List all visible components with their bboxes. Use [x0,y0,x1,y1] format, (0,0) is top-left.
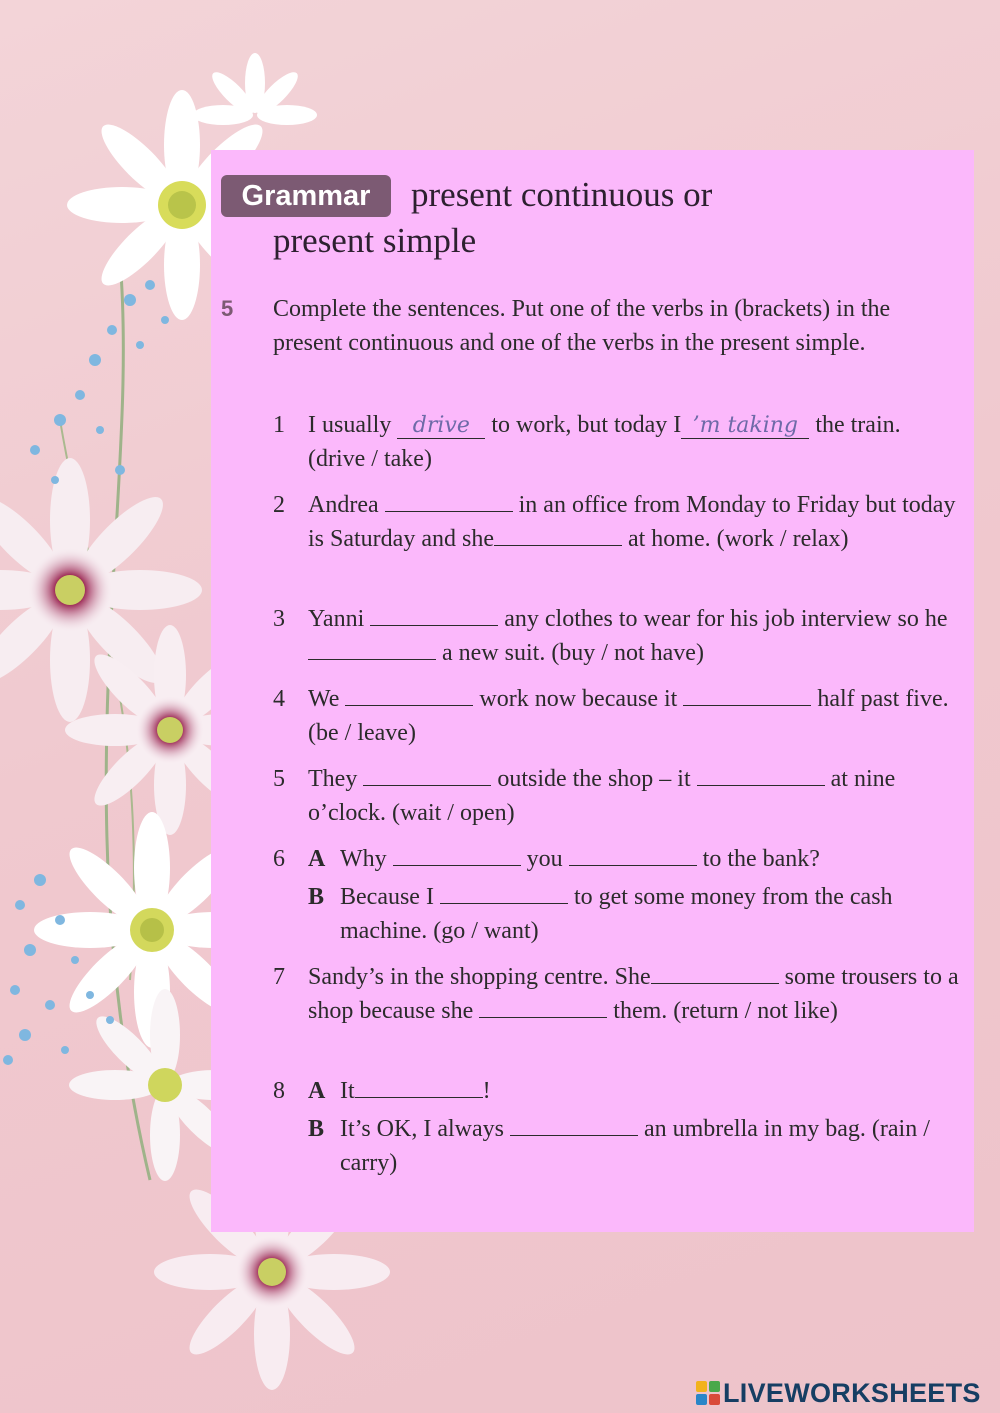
question-text: an umbrella in my bag. (rain / carry) [340,1116,930,1176]
question-text: to get some money from the cash machine. (go / want) [340,884,893,944]
answer-blank-filled[interactable]: drive [397,414,485,439]
question-3 [273,602,963,670]
speaker-label: B [308,1116,325,1142]
question-number: 3 [273,606,285,632]
grammar-badge: Grammar [221,175,391,217]
answer-blank[interactable] [385,490,513,512]
question-text: at home. (work / relax) [621,526,849,552]
question-text: They [308,766,364,792]
question-number: 4 [273,686,285,712]
title-line-1: present continuous or [411,175,713,214]
answer-blank[interactable] [363,764,491,786]
question-text: outside the shop – it [491,766,697,792]
speaker-label: A [308,1078,326,1104]
answer-blank[interactable] [479,996,607,1018]
question-text: Why [340,846,393,872]
question-text: It [340,1078,355,1104]
question-text: them. (return / not like) [607,998,838,1024]
question-number: 7 [273,964,285,990]
exercise-instruction: Complete the sentences. Put one of the verbs in (brackets) in the present continuous and one of the verbs in the present simple. [273,296,891,356]
answer-blank[interactable] [651,962,779,984]
question-text: half past five. (be / leave) [308,686,949,746]
question-6 [273,842,963,948]
question-2 [273,488,963,556]
question-number: 2 [273,492,285,518]
answer-blank[interactable] [370,604,498,626]
question-text: any clothes to wear for his job interview so he [498,606,948,632]
speaker-label: B [308,884,325,910]
question-text: Sandy’s in the shopping centre. She [308,964,651,990]
answer-blank[interactable] [308,638,436,660]
liveworksheets-logo-icon [696,1381,720,1405]
question-text: We [308,686,346,712]
exercise-number: 5 [221,296,234,321]
question-text: some trousers to a shop because she [308,964,959,1024]
answer-blank-filled[interactable]: ’m taking [681,414,809,439]
dialogue-line-b [308,1112,963,1180]
question-number: 6 [273,846,285,872]
question-text: to work, but today I [485,412,682,438]
question-text: Andrea [308,492,385,518]
question-text: a new suit. (buy / not have) [436,640,704,666]
question-text: the train. (drive / take) [308,412,901,472]
title-line-2: present simple [273,221,477,260]
answer-blank[interactable] [683,684,811,706]
question-text: Because I [340,884,440,910]
dialogue-line-a [308,1074,963,1108]
answer-blank[interactable] [440,882,568,904]
question-text: Yanni [308,606,371,632]
answer-blank[interactable] [510,1114,638,1136]
answer-blank[interactable] [393,844,521,866]
answer-blank[interactable] [697,764,825,786]
question-number: 8 [273,1078,285,1104]
question-text: work now because it [473,686,684,712]
question-8 [273,1074,963,1180]
question-text: ! [482,1078,491,1104]
dialogue-line-a [308,842,963,876]
question-text: in an office from Monday to Friday but today is Saturday and she [308,492,956,552]
question-text: to the bank? [696,846,820,872]
question-number: 5 [273,766,285,792]
question-7 [273,960,963,1028]
page-title [273,172,953,264]
question-text: I usually [308,412,398,438]
answer-blank[interactable] [355,1076,483,1098]
speaker-label: A [308,846,326,872]
liveworksheets-watermark [696,1377,996,1409]
question-5 [273,762,963,830]
question-1 [273,408,963,476]
answer-blank[interactable] [494,524,622,546]
question-4 [273,682,963,750]
question-text: It’s OK, I always [340,1116,510,1142]
brand-text: LIVEWORKSHEETS [723,1378,981,1408]
question-text: at nine o’clock. (wait / open) [308,766,896,826]
answer-blank[interactable] [345,684,473,706]
dialogue-line-b [308,880,963,948]
answer-blank[interactable] [569,844,697,866]
worksheet-panel [211,150,974,1232]
question-text: you [520,846,569,872]
question-number: 1 [273,412,285,438]
